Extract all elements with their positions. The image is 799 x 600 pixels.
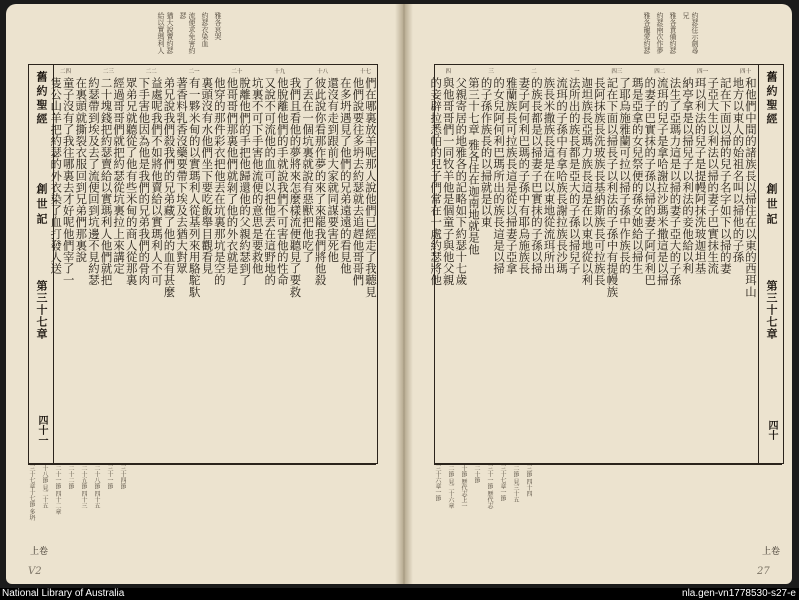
text-column: 長阿抹族長洗玻族長基納斯族長可拉族長 [592, 77, 607, 286]
right-book-name: 創世記 [765, 182, 778, 228]
text-column: 約瑟帶到埃及去了流便回到坑邊不見約瑟 [86, 77, 101, 286]
verse-number: 四十 [739, 69, 751, 75]
cross-reference-note: 二十五節 四十三 [80, 465, 87, 509]
text-column: 益處呢我們不如將他賣給以實瑪利人不可 [149, 77, 164, 286]
text-column: 裏頭沒有水他們坐下要吃飯舉目觀看見 [200, 77, 215, 275]
footer-identifier: nla.gen-vn1778530-s27-e [682, 588, 796, 599]
text-column: 族長米撒族長這是在以東地從流珥所出 [542, 77, 557, 275]
text-column: 法生了亞瑪力這是以掃的妻子亞大的子孫 [668, 77, 683, 286]
verse-number: 四三 [611, 69, 623, 75]
right-chapter-title: 第三十七章 [765, 280, 778, 340]
text-column: 二十塊錢把約瑟賣給以實瑪利人他們就把 [99, 77, 114, 286]
left-volume-mark: 上卷 [30, 547, 49, 557]
right-text-area [429, 65, 758, 463]
text-column: 第三十七章 雅各住在迦南地就是他 [466, 77, 481, 255]
text-column: 記在下面以掃長子以利法的子孫中有提幔族 [605, 77, 620, 298]
right-text-frame [429, 64, 784, 464]
marginal-annotation: 雅各責備約瑟 [669, 12, 677, 54]
text-column: 流珥的兒子是拿哈謝拉沙瑪米撒這是以掃 [655, 77, 670, 286]
cross-reference-note: 三十七章一節 [499, 465, 506, 501]
verse-number: 二 [531, 69, 537, 75]
right-running-header [758, 65, 783, 463]
text-column: 與他哥哥們一同牧羊他是個童子與他父親 [441, 77, 456, 286]
text-column: 流珥的子孫中有拿哈族長謝拉族長沙瑪 [555, 77, 570, 275]
text-column: 父親寄居的地雅各的記略如下約瑟十七歲 [454, 77, 469, 286]
right-book-title: 舊約聖經 [765, 71, 778, 127]
text-column: 的妾辟拉悉帕的兒子們常在一處約瑟將他 [429, 77, 444, 286]
text-column: 他穿的那件彩衣把他丟在坑裏那坑是空的 [212, 77, 227, 286]
text-column: 的族長都是以掃妻子巴實抹的子孫以掃 [529, 77, 544, 275]
verse-number: 四一 [697, 69, 709, 75]
cross-reference-note: 二十一節 四十二章 [54, 465, 61, 515]
text-column: 們在哪裏放羊呢那人說他們已經走了我聽見 [364, 77, 378, 298]
left-text-frame [28, 64, 378, 464]
text-column: 還沒有走到跟前大家就同謀要害死他 [326, 77, 341, 263]
text-column: 的妻子巴實抹的子孫以掃的妻子阿何利巴 [643, 77, 658, 286]
verse-number: 二一 [188, 69, 200, 75]
text-column: 在多坍遇見了他們的兄弟遠遠的看見他 [338, 77, 353, 275]
marginal-annotation: 流便求免害約瑟 [179, 12, 196, 54]
left-page-number: 四十一 [36, 415, 47, 445]
verse-number: 十九 [274, 69, 286, 75]
verse-number: 四二 [654, 69, 666, 75]
right-footnotes [434, 464, 782, 527]
left-text-area [49, 65, 378, 463]
left-page [6, 4, 396, 584]
verse-number: 四 [445, 69, 451, 75]
text-column: 他脫離他們的手就說我們不可害他的性命 [275, 77, 290, 286]
right-top-annotations [642, 12, 782, 62]
text-column: 有一夥米甸的以實瑪利人從基列來用駱駝馱 [187, 77, 202, 298]
text-column: 和他們中間的諸族長以掃住在以東的西珥山 [744, 77, 758, 298]
text-column: 弟兄說我們殺我們的兄弟藏了他的血有甚麼 [162, 77, 177, 298]
footer-source: National Library of Australia [2, 588, 125, 599]
text-column: 經過哥哥們就把約瑟從坑裏拉上來講定 [112, 77, 127, 275]
text-column: 妻子阿何利巴瑪的子孫中有耶烏施族長 [517, 77, 532, 275]
text-column: 瑪是亞拿的女兒祭便的孫女她給以掃生 [630, 77, 645, 275]
verse-number: 二三 [102, 69, 114, 75]
text-column: 記在下面以掃的兒子名字如下以掃的妻 [718, 77, 733, 275]
cross-reference-note: 三十四節 [119, 465, 126, 489]
text-column: 地方以東人的始祖名叫以掃他的子孫 [731, 77, 746, 263]
verse-number: 十八 [317, 69, 329, 75]
cross-reference-note: 三十六章一節 [434, 465, 441, 501]
book-gutter [395, 4, 413, 584]
text-column: 坑裏不可下手害他流便的意思是要救他 [250, 77, 265, 275]
text-column: 下手害他因為他是我們的兄弟我們的骨肉 [137, 77, 152, 286]
cross-reference-note: 二十節 [473, 465, 480, 483]
right-volume-mark: 上卷 [762, 547, 781, 557]
text-column: 納亭拿是以掃兒子以利法的妾他給以利 [681, 77, 696, 275]
verse-number: 二十 [231, 69, 243, 75]
text-column: 了丟在一個坑裏就說有惡獸把他吃了 [301, 77, 316, 263]
text-column: 眾弟兄就聽從了他有些米甸的商人從那裏 [124, 77, 139, 286]
marginal-annotation: 約瑟往示劍尋兄 [682, 12, 699, 54]
text-column: 迦坦族長亞瑪力族長這是在以東地從以利 [580, 77, 595, 286]
cross-reference-note: 十八節 見二十五 [41, 465, 48, 509]
marginal-annotation: 雅各哀哭 [214, 12, 222, 40]
marginal-annotation: 約瑟衣染血 [201, 12, 209, 47]
verse-number: 三 [488, 69, 494, 75]
marginal-annotation: 雅各寵愛約瑟 [643, 12, 651, 54]
verse-number: 二四 [59, 69, 71, 75]
cross-reference-note: 二十二節 [67, 465, 74, 489]
cross-reference-note: 二節 見二十六章 [447, 465, 454, 509]
book-spread [6, 4, 792, 584]
cross-reference-note: 二節 見三十五 [512, 465, 519, 503]
text-column: 童子沒有了我往哪裏去才好呢他們宰了一 [61, 77, 76, 286]
text-column: 又說不可流他的血可以把他丟在這野地的 [263, 77, 278, 286]
marginal-annotation: 約瑟兩次作夢 [656, 12, 664, 54]
right-page-number: 四十 [766, 420, 777, 440]
cross-reference-note: 三十一節 [106, 465, 113, 489]
text-column: 珥以利法的兒子是提幔阿抹洗玻迦坦基 [693, 77, 708, 275]
text-column: 他們說要往多坍去約瑟就去追趕他哥哥們 [351, 77, 366, 286]
verse-number: 二二 [145, 69, 157, 75]
left-text-columns [49, 65, 378, 463]
left-book-title: 舊約聖經 [35, 71, 48, 127]
verse-number: 十七 [359, 69, 371, 75]
text-column: 了耶烏施雅蘭可拉以掃子孫中作族長的 [618, 77, 633, 275]
cross-reference-note: 三十七章十七節 多坍 [28, 465, 35, 521]
text-column: 著香料乳香沒藥要帶下埃及去猶大對眾 [175, 77, 190, 275]
text-column: 彼此說你看那作夢的來了來罷我們將他殺 [313, 77, 328, 286]
text-column: 的女兒阿何利巴瑪所出的族長這是以掃 [492, 77, 507, 275]
cross-reference-note: 二十八節 四十五 [93, 465, 100, 509]
text-column: 隻公山羊把約瑟的外衣染了血打發人送 [49, 77, 64, 275]
left-chapter-title: 第三十七章 [35, 280, 48, 340]
right-pencil-mark: 27 [757, 566, 770, 577]
left-pencil-mark: V2 [28, 566, 42, 577]
text-column: 的子孫作族長的以掃就是以東 [479, 77, 494, 228]
right-text-columns [429, 65, 758, 463]
text-column: 在裏頭就撕裂衣服回到兄弟們那裏說 [74, 77, 89, 263]
footer-bar [0, 588, 799, 600]
text-column: 我們且看他的夢將來怎麼樣流便聽見了要救 [288, 77, 303, 298]
cross-reference-note: 三十一節 歷代志 [486, 465, 493, 509]
right-page [412, 4, 792, 584]
text-column: 法所出的族長都是亞大的子孫以掃兒子 [567, 77, 582, 275]
text-column: 子亞大生以利法以掃的妻子巴實抹生流 [706, 77, 721, 275]
text-column: 他哥哥們那裏他們就剝了他的外衣就是 [225, 77, 240, 275]
left-footnotes [28, 464, 376, 527]
verse-number: 一 [574, 69, 580, 75]
cross-reference-note: 十節 歷代志上一 [460, 465, 467, 509]
marginal-annotation: 猶大說賣約瑟給以實瑪利人 [157, 12, 174, 54]
text-column: 脫離他們的手把他歸還他的父親約瑟到了 [238, 77, 253, 286]
left-top-annotations [156, 12, 376, 62]
text-column: 雅蘭族長可拉族長這是從以掃妻子亞拿 [504, 77, 519, 275]
left-book-name: 創世記 [35, 182, 48, 228]
cross-reference-note: 三節 四十四 [525, 465, 532, 497]
